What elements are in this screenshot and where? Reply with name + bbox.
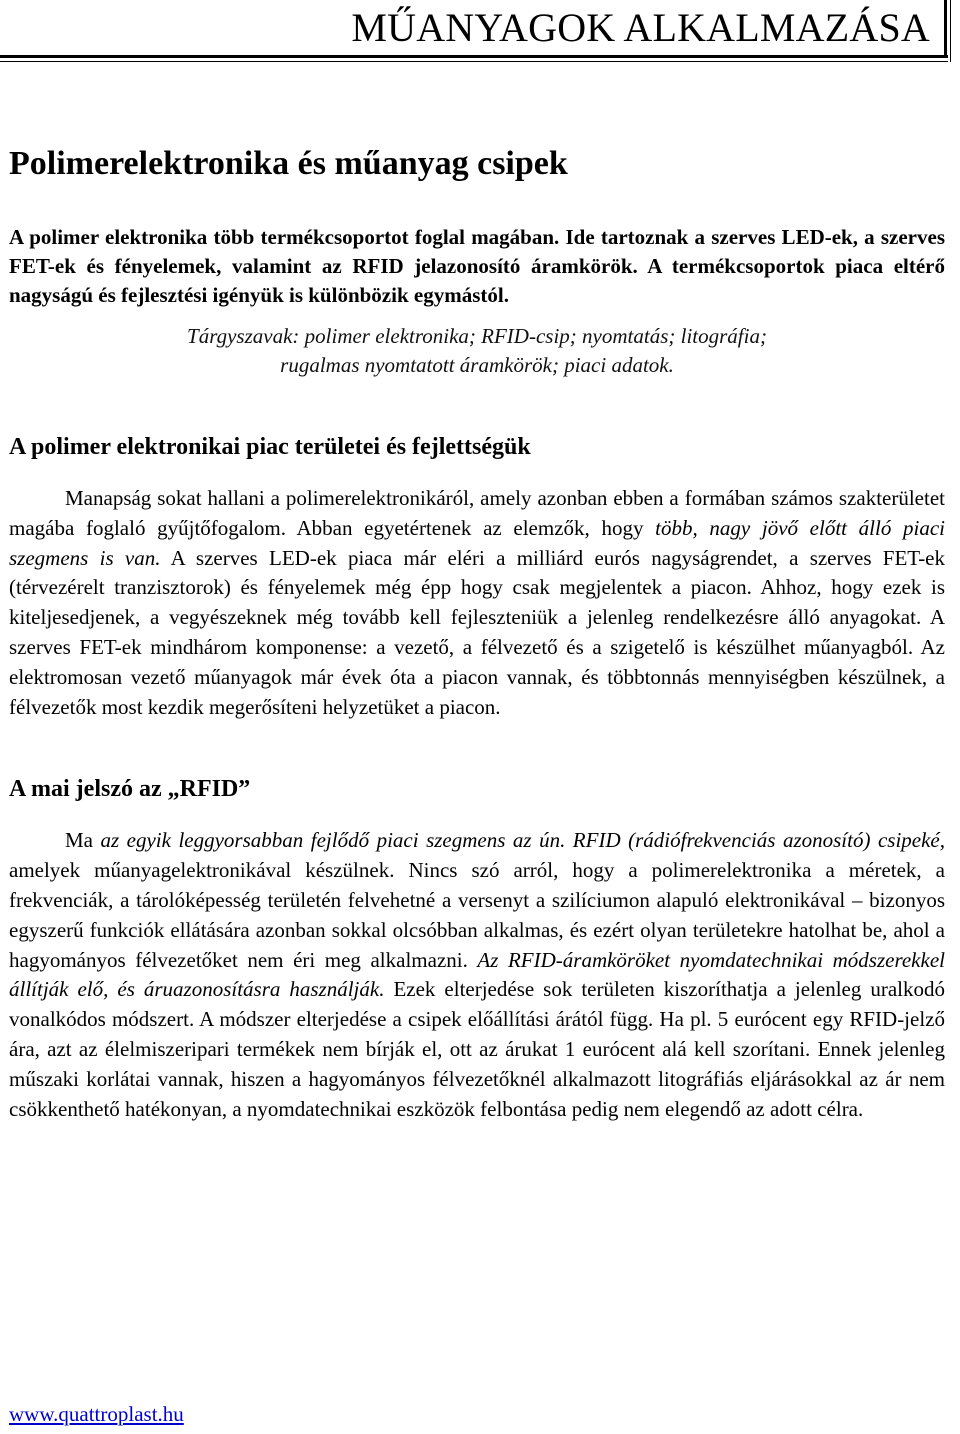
section-heading-market: A polimer elektronikai piac területei és fejlettségük [9,434,531,460]
header-rule-thin [0,61,948,62]
paragraph-text: Ma [65,828,101,853]
page-header [0,0,960,62]
keywords-line-1: Tárgyszavak: polimer elektronika; RFID-csip; nyomtatás; litográfia; [187,324,767,348]
header-title: MŰANYAGOK ALKALMAZÁSA [351,5,930,50]
article-lead: A polimer elektronika több termékcsoportot foglal magában. Ide tartoznak a szerves LED-ek, a szerves FET-ek és fényelemek, valamint az RFID jelazonosító áramkörök. A termékcsoportok piaca eltérő nagyságú és fejlesztési igényük is különbözik egymástól. [9,225,945,307]
paragraph-text: A szerves LED-ek piaca már eléri a milliárd eurós nagyságrendet, a szerves FET-ek (térvezérelt tranzisztorok) és fényelemek még épp hogy csak megjelentek a piacon. Ahhoz, hogy ezek is kiteljesedjenek, a vegyészeknek még tovább kell fejleszteniük a jelenleg rendelkezésre álló anyagokat. A szerves FET-ek mindhárom komponense: a vezető, a félvezető és a szigetelő is készülhet műanyagból. Az elektromosan vezető műanyagok már évek óta a piacon vannak, és többtonnás mennyiségben készülnek, a félvezetők most kezdik megerősíteni helyzetüket a piacon. [9,545,946,719]
paragraph-text: amelyek műanyagelektronikával készülnek. Nincs szó arról, hogy a polimerelektronika a méretek, a frekvenciák, a tárolóképesség területén felvehetné a versenyt a szilíciumon alapuló elektronikával – bizonyos egyszerű funkciók ellátására azonban sokkal olcsóbban alkalmas, és ezért olyan területekre hatolhat be, ahol a hagyományos félvezetőket nem éri meg alkalmazni. [9,858,945,972]
section-market-paragraph [9,484,945,722]
paragraph-emphasis: az egyik leggyorsabban fejlődő piaci szegmens az ún. RFID (rádiófrekvenciás azonosító) csipeké, [100,828,945,853]
header-vertical-rule-thick [944,0,947,58]
article-title: Polimerelektronika és műanyag csipek [9,145,568,182]
header-rule-thick [0,55,948,58]
keywords [9,322,945,380]
paragraph-emphasis: Az RFID-áramköröket nyomdatechnikai módszerekkel állítják elő, és áruazonosításra használják. [9,947,945,1002]
section-rfid-paragraph [9,826,945,1124]
article-body [9,120,945,1124]
footer-website-link[interactable]: www.quattroplast.hu [9,1402,184,1426]
paragraph-emphasis: több, nagy jövő előtt álló piaci szegmens is van. [9,515,945,570]
section-heading-rfid: A mai jelszó az „RFID” [9,776,251,803]
header-vertical-rule-thin [950,0,951,62]
keywords-line-2: rugalmas nyomtatott áramkörök; piaci adatok. [280,353,674,377]
paragraph-text: Manapság sokat hallani a polimerelektronikáról, amely azonban ebben a formában számos szakterületet magába foglaló gyűjtőfogalom. Abban egyetértenek az elemzők, hogy [9,486,945,540]
paragraph-text: Ezek elterjedése sok területen kiszoríthatja a jelenleg uralkodó vonalkódos módszert. A módszer elterjedése a csipek előállítási árától függ. Ha pl. 5 eurócent egy RFID-jelző ára, azt az élelmiszeripari termékek nem bírják el, ott az árukat 1 eurócent alá kell szorítani. Ennek jelenleg műszaki korlátai vannak, hiszen a hagyományos félvezetőknél alkalmazott litográfiás eljárásokkal az ár nem csökkenthető hatékonyan, a nyomdatechnikai eszközök felbontása pedig nem elegendő az adott célra. [9,977,945,1121]
